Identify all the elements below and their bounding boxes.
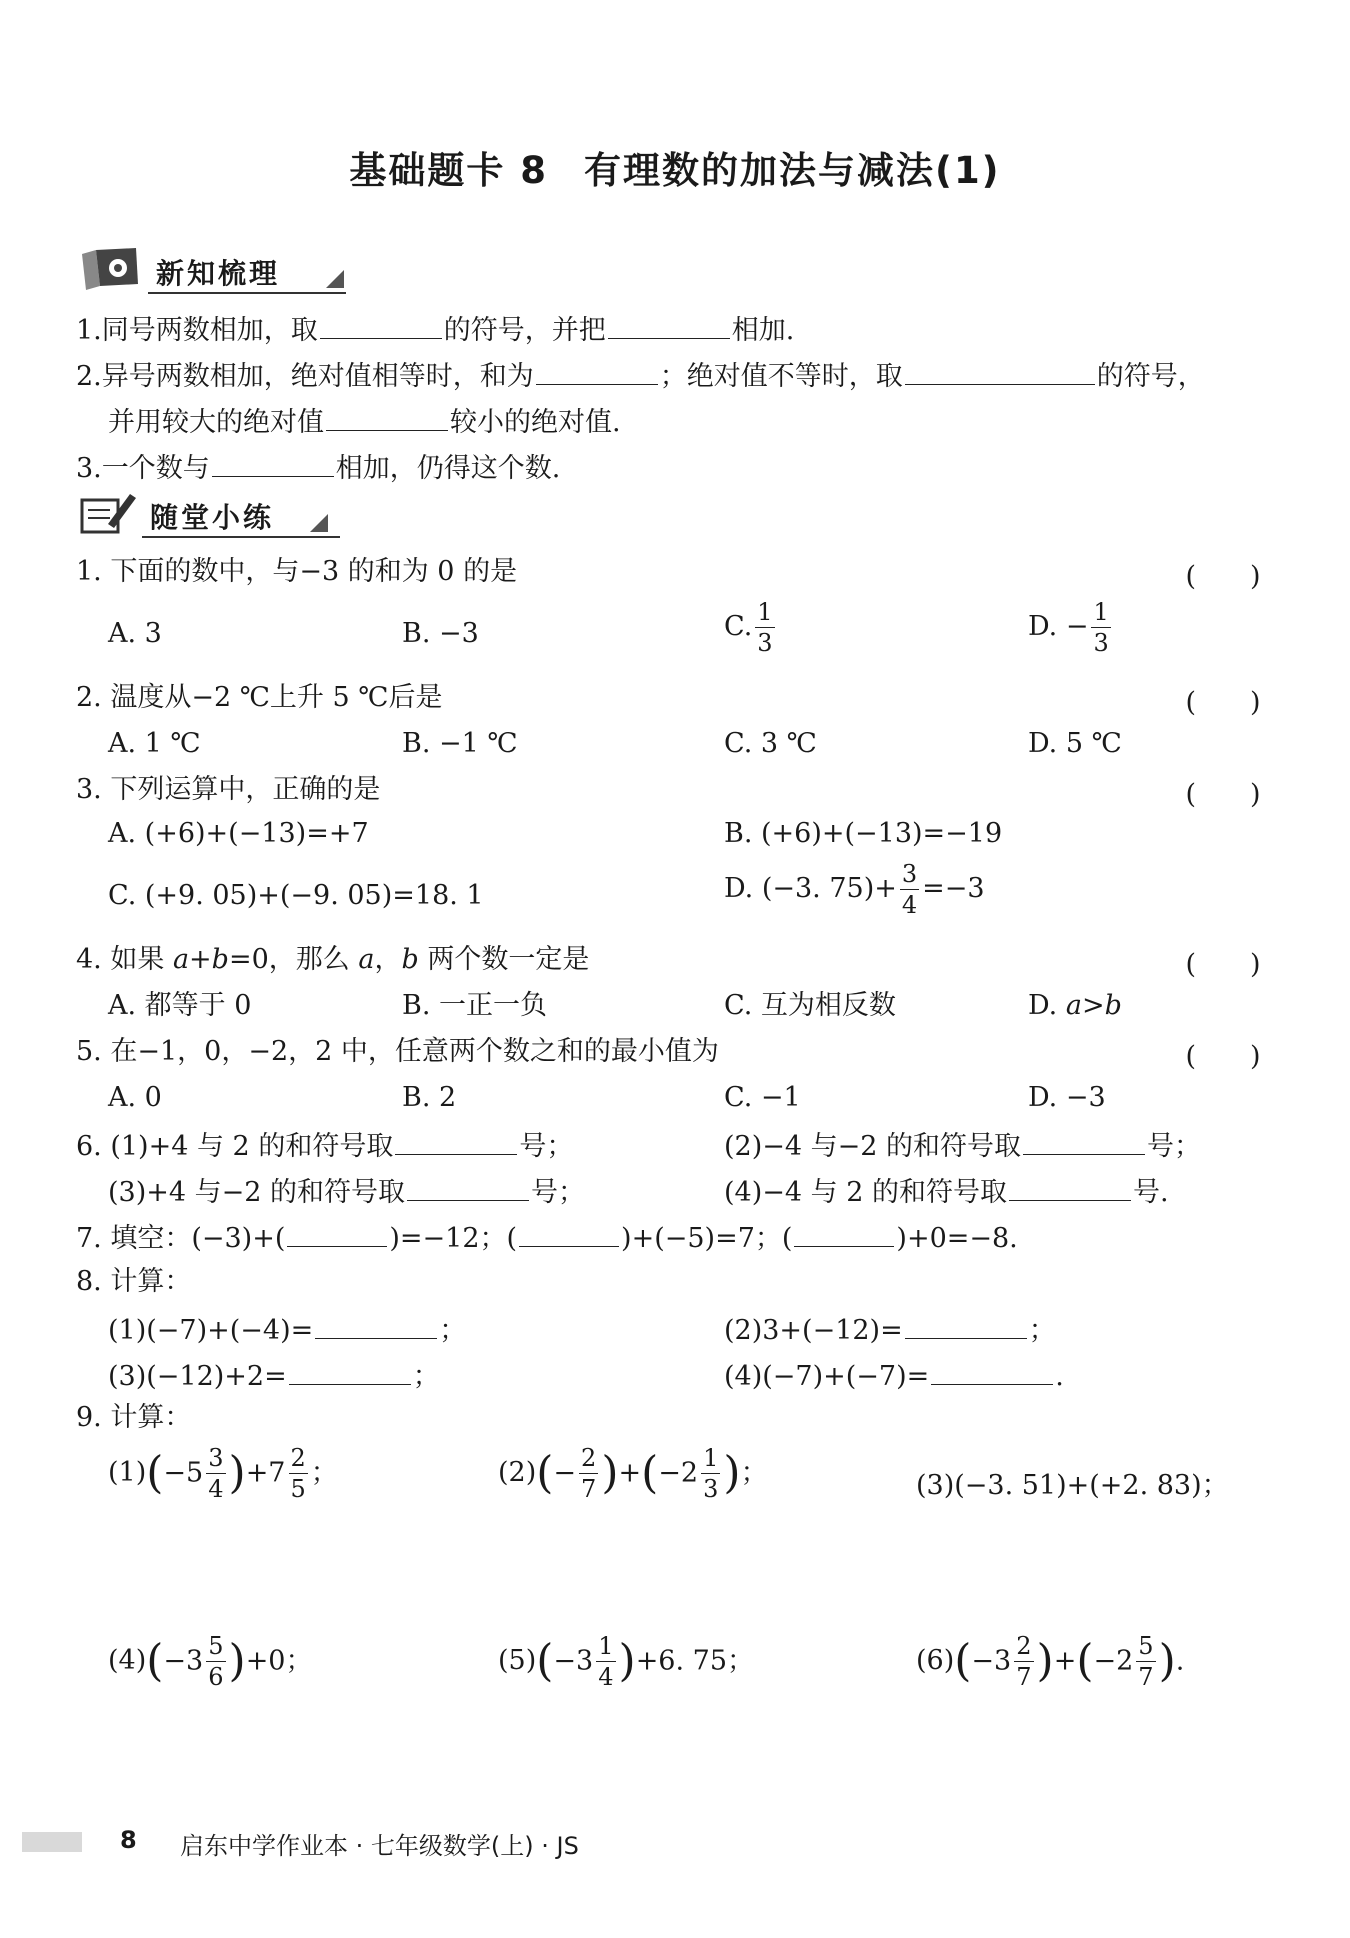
q2-option-c: C. 3 ℃ bbox=[724, 728, 817, 759]
question-9-part-2: (2)(− $\frac{2}{7}$ )+(−2 $\frac{1}{3}$ )； bbox=[498, 1444, 768, 1503]
question-8-part-1: (1)(−7)+(−4)= ； bbox=[108, 1310, 466, 1349]
section-header-knowledge bbox=[78, 246, 358, 296]
question-9-part-3: (3)(−3. 51)+(+2. 83)； bbox=[916, 1470, 1229, 1501]
fill-blank[interactable] bbox=[407, 1172, 529, 1201]
question-9-part-4: (4)(−3 $\frac{5}{6}$ )+0； bbox=[108, 1632, 313, 1691]
answer-bracket[interactable]: ( ) bbox=[1185, 1041, 1261, 1072]
fill-blank[interactable] bbox=[1023, 1126, 1145, 1155]
question-9-part-1: (1)(−5 $\frac{3}{4}$ )+7 $\frac{2}{5}$ ； bbox=[108, 1444, 338, 1503]
fill-blank[interactable] bbox=[320, 310, 442, 339]
q4-option-d: D. a>b bbox=[1028, 990, 1122, 1021]
answer-bracket[interactable]: ( ) bbox=[1185, 687, 1261, 718]
fill-blank[interactable] bbox=[326, 402, 448, 431]
fill-blank[interactable] bbox=[212, 448, 334, 477]
fill-blank[interactable] bbox=[289, 1356, 411, 1385]
q5-option-a: A. 0 bbox=[108, 1082, 162, 1113]
q2-option-b: B. −1 ℃ bbox=[402, 728, 518, 759]
q1-option-a: A. 3 bbox=[108, 618, 162, 649]
question-1-stem: 1. 下面的数中，与−3 的和为 0 的是 bbox=[76, 556, 518, 587]
page-number: 8 bbox=[120, 1826, 137, 1854]
answer-bracket[interactable]: ( ) bbox=[1185, 779, 1261, 810]
fill-blank[interactable] bbox=[905, 1310, 1027, 1339]
answer-bracket[interactable]: ( ) bbox=[1185, 949, 1261, 980]
fill-blank[interactable] bbox=[905, 356, 1095, 385]
section-header-practice bbox=[78, 490, 358, 540]
question-4-stem: 4. 如果 a+b=0，那么 a，b 两个数一定是 bbox=[76, 944, 590, 975]
notebook-pencil-icon bbox=[78, 490, 142, 536]
fill-blank[interactable] bbox=[794, 1218, 894, 1247]
fill-blank[interactable] bbox=[287, 1218, 387, 1247]
question-6-part-3: (3)+4 与−2 的和符号取 号； bbox=[108, 1172, 585, 1211]
q3-option-d: D. (−3. 75)+ $\frac{3}{4}$ =−3 bbox=[724, 860, 985, 919]
section-title: 随堂小练 bbox=[150, 501, 275, 534]
knowledge-item-2-cont: 并用较大的绝对值 较小的绝对值. bbox=[108, 402, 621, 441]
fill-blank[interactable] bbox=[519, 1218, 619, 1247]
fill-blank[interactable] bbox=[931, 1356, 1053, 1385]
book-icon bbox=[78, 246, 142, 292]
q3-option-c: C. (+9. 05)+(−9. 05)=18. 1 bbox=[108, 880, 484, 911]
section-underline bbox=[142, 536, 340, 538]
footer-decoration-bar bbox=[22, 1832, 82, 1852]
title-card-number: 基础题卡 8 bbox=[349, 149, 549, 192]
knowledge-item-1: 1.同号两数相加，取 的符号，并把 相加. bbox=[76, 310, 794, 349]
q3-option-a: A. (+6)+(−13)=+7 bbox=[108, 818, 369, 849]
question-7: 7. 填空：(−3)+( )=−12；( )+(−5)=7；( )+0=−8. bbox=[76, 1218, 1018, 1257]
q4-option-c: C. 互为相反数 bbox=[724, 990, 896, 1021]
section-marker-triangle bbox=[326, 270, 344, 288]
section-underline bbox=[148, 292, 346, 294]
question-6-part-4: (4)−4 与 2 的和符号取 号. bbox=[724, 1172, 1169, 1211]
fill-blank[interactable] bbox=[315, 1310, 437, 1339]
q3-option-b: B. (+6)+(−13)=−19 bbox=[724, 818, 1003, 849]
q2-option-a: A. 1 ℃ bbox=[108, 728, 201, 759]
question-6-part-1: 6. (1)+4 与 2 的和符号取 号； bbox=[76, 1126, 573, 1165]
answer-bracket[interactable]: ( ) bbox=[1185, 561, 1261, 592]
question-8-part-4: (4)(−7)+(−7)= . bbox=[724, 1356, 1064, 1395]
knowledge-item-3: 3.一个数与 相加，仍得这个数. bbox=[76, 448, 560, 487]
fill-blank[interactable] bbox=[395, 1126, 517, 1155]
q5-option-b: B. 2 bbox=[402, 1082, 457, 1113]
question-6-part-2: (2)−4 与−2 的和符号取 号； bbox=[724, 1126, 1201, 1165]
q1-option-d: D. − $\frac{1}{3}$ bbox=[1028, 598, 1109, 657]
fill-blank[interactable] bbox=[536, 356, 658, 385]
q4-option-a: A. 都等于 0 bbox=[108, 990, 252, 1021]
q1-option-b: B. −3 bbox=[402, 618, 479, 649]
section-title: 新知梳理 bbox=[156, 257, 281, 290]
fill-blank[interactable] bbox=[608, 310, 730, 339]
question-5-stem: 5. 在−1，0，−2，2 中，任意两个数之和的最小值为 bbox=[76, 1036, 719, 1067]
question-9-stem: 9. 计算： bbox=[76, 1402, 192, 1433]
fill-blank[interactable] bbox=[1009, 1172, 1131, 1201]
q4-option-b: B. 一正一负 bbox=[402, 990, 548, 1021]
q5-option-c: C. −1 bbox=[724, 1082, 801, 1113]
q5-option-d: D. −3 bbox=[1028, 1082, 1106, 1113]
section-marker-triangle bbox=[310, 514, 328, 532]
question-2-stem: 2. 温度从−2 ℃上升 5 ℃后是 bbox=[76, 682, 443, 713]
question-8-part-3: (3)(−12)+2= ； bbox=[108, 1356, 440, 1395]
q2-option-d: D. 5 ℃ bbox=[1028, 728, 1122, 759]
knowledge-item-2: 2.异号两数相加，绝对值相等时，和为 ；绝对值不等时，取 的符号， bbox=[76, 356, 1205, 395]
question-9-part-6: (6)(−3 $\frac{2}{7}$ )+(−2 $\frac{5}{7}$ ). bbox=[916, 1632, 1185, 1691]
question-9-part-5: (5)(−3 $\frac{1}{4}$ )+6. 75； bbox=[498, 1632, 755, 1691]
page-title bbox=[0, 140, 1350, 194]
question-3-stem: 3. 下列运算中，正确的是 bbox=[76, 774, 381, 805]
q1-option-c: C. $\frac{1}{3}$ bbox=[724, 598, 773, 657]
footer-book-title: 启东中学作业本 · 七年级数学(上) · JS bbox=[180, 1832, 579, 1860]
question-8-stem: 8. 计算： bbox=[76, 1266, 192, 1297]
title-topic: 有理数的加法与减法(1) bbox=[584, 149, 1001, 192]
question-8-part-2: (2)3+(−12)= ； bbox=[724, 1310, 1056, 1349]
